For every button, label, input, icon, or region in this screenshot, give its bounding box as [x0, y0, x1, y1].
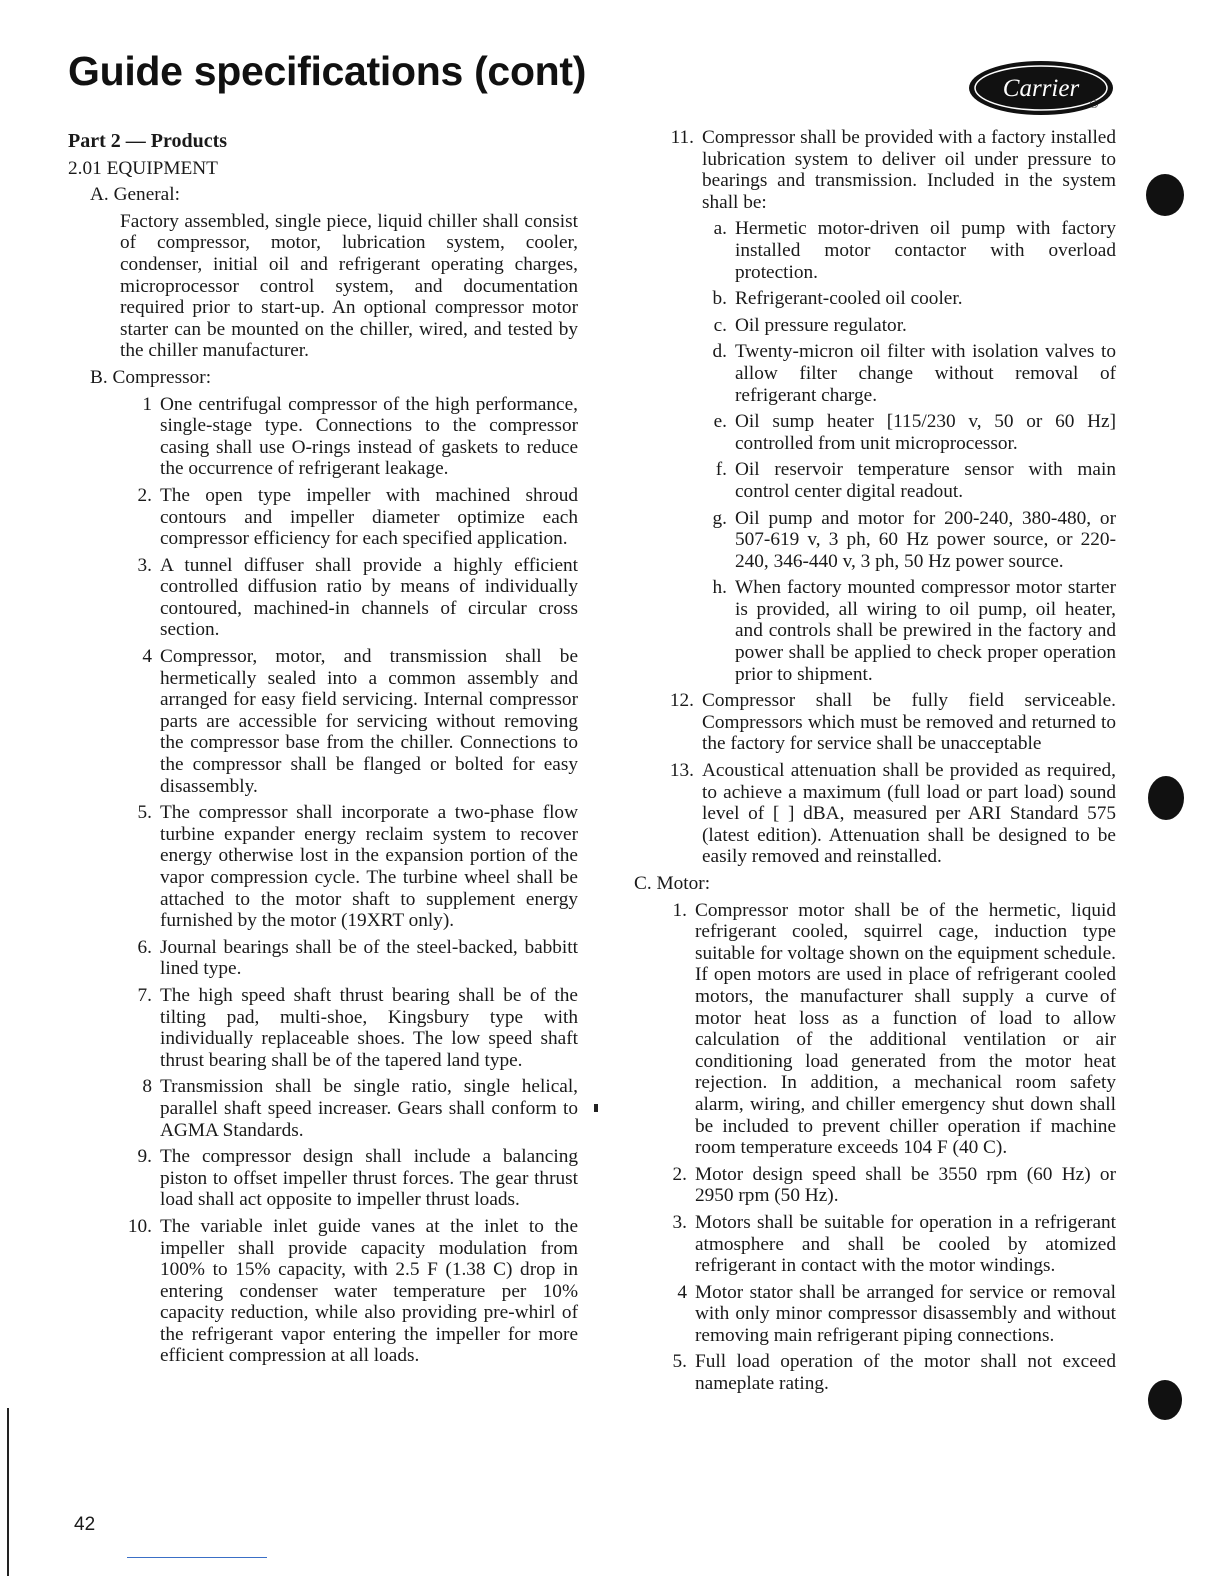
punch-hole [1148, 1380, 1182, 1420]
registered-mark: ® [1090, 99, 1099, 111]
subitem-letter: d. [712, 341, 727, 363]
subitem-text: Oil pressure regulator. [735, 314, 907, 336]
compressor-item [120, 646, 578, 797]
page-title: Guide specifications (cont) [68, 48, 587, 94]
item-text: Acoustical attenuation shall be provided as required, to achieve a maximum (full load or part load) sound level of [ ] dBA, measured per ARI Standard 575 (latest edition). Attenuation shall be designed to be easily removed and reinstalled. [702, 760, 1116, 868]
subitem-text: Refrigerant-cooled oil cooler. [735, 288, 963, 310]
subitem-letter: e. [713, 411, 727, 433]
subitem-text: Hermetic motor-driven oil pump with factory installed motor contactor with overload protection. [735, 218, 1116, 283]
item-number: 8 [142, 1076, 152, 1098]
subitem-letter: b. [712, 288, 727, 310]
item-number: 1 [142, 393, 152, 415]
item-number: 5. [137, 802, 152, 824]
motor-item [634, 900, 1116, 1159]
item-text: The compressor shall incorporate a two-phase flow turbine expander energy reclaim system to recover energy otherwise lost in the expansion portion of the vapor compression cycle. The turbine wheel shall be attached to the motor shaft to supplement energy furnished by the motor (19XRT only). [160, 802, 578, 932]
motor-item [634, 1164, 1116, 1207]
item-text: The high speed shaft thrust bearing shall be of the tilting pad, multi-shoe, Kingsbury type with individually replaceable shoes. The low speed shaft thrust bearing shall be of the tapered land type. [160, 984, 578, 1071]
item-text: Transmission shall be single ratio, single helical, parallel shaft speed increaser. Gears shall conform to AGMA Standards. [160, 1076, 578, 1141]
item-text: Journal bearings shall be of the steel-backed, babbitt lined type. [160, 936, 578, 980]
item-number: 9. [137, 1146, 152, 1168]
compressor-item [120, 1216, 578, 1367]
lubrication-subitem [694, 411, 1116, 454]
punch-hole [1146, 174, 1184, 216]
item-text: Compressor motor shall be of the hermetic, liquid refrigerant cooled, squirrel cage, induction type suitable for voltage shown on the equipment schedule. If open motors are used in place of refrigerant cooled motors, the manufacturer shall supply a curve of motor heat loss as a function of load to allow calculation of the additional ventilation or air conditioning load generated from the motor heat rejection. In addition, a mechanical room safety alarm, wiring, and chiller emergency shut down shall be included to prevent chiller operation if machine room temperature exceeds 104 F (40 C). [695, 899, 1116, 1159]
item-number: 12. [669, 690, 694, 712]
compressor-item [634, 760, 1116, 868]
scan-edge-line [7, 1408, 9, 1576]
compressor-heading: B. Compressor: [90, 366, 212, 388]
page-number: 42 [74, 1514, 96, 1535]
item-text: Compressor shall be fully field serviceable. Compressors which must be removed and returned to the factory for service shall be unacceptable [702, 690, 1116, 755]
right-column [634, 127, 1116, 1400]
compressor-item [120, 1076, 578, 1141]
item-text: The variable inlet guide vanes at the inlet to the impeller shall provide capacity modulation from 100% to 15% capacity, with 2.5 F (1.38 C) drop in entering condenser water temperature per 10% capacity reduction, while also providing pre-whirl of the refrigerant vapor entering the impeller for more efficient compression at all loads. [160, 1215, 578, 1367]
footer-rule [127, 1557, 267, 1558]
part-heading: Part 2 — Products [68, 130, 228, 152]
general-text: Factory assembled, single piece, liquid chiller shall consist of compressor, motor, lubrication system, cooler, condenser, initial oil and refrigerant operating charges, microprocessor control system, and documentation required prior to start-up. An optional compressor motor starter can be mounted on the chiller, wired, and tested by the chiller manufacturer. [120, 210, 578, 362]
item-text: Motor stator shall be arranged for service or removal with only minor compressor disassembly and without removing main refrigerant piping connections. [695, 1281, 1116, 1346]
subitem-text: Twenty-micron oil filter with isolation valves to allow filter change without removal of refrigerant charge. [735, 341, 1116, 406]
compressor-item [120, 485, 578, 550]
item-number: 3. [137, 554, 152, 576]
compressor-item [120, 555, 578, 641]
item-text: Motor design speed shall be 3550 rpm (60 Hz) or 2950 rpm (50 Hz). [695, 1163, 1116, 1207]
compressor-item [120, 937, 578, 980]
lubrication-subitem [694, 508, 1116, 573]
motor-heading: C. Motor: [634, 873, 711, 894]
subitem-text: Oil pump and motor for 200-240, 380-480, or 507-619 v, 3 ph, 60 Hz power source, or 220-240, 346-440 v, 3 ph, 50 Hz power source. [735, 507, 1116, 572]
item-number: 11. [670, 127, 694, 148]
item-text: Motors shall be suitable for operation in a refrigerant atmosphere and shall be cooled by atomized refrigerant in contact with the motor windings. [695, 1211, 1116, 1277]
subitem-text: Oil sump heater [115/230 v, 50 or 60 Hz] controlled from unit microprocessor. [735, 411, 1116, 454]
subitem-text: When factory mounted compressor motor starter is provided, all wiring to oil pump, oil heater, and controls shall be prewired in the factory and power shall be applied to check proper operation prior to shipment. [735, 577, 1116, 685]
subitem-letter: h. [712, 577, 727, 599]
item-text: The open type impeller with machined shroud contours and impeller diameter optimize each compressor efficiency for each specified application. [160, 484, 578, 550]
compressor-item [120, 394, 578, 480]
subitem-letter: c. [713, 314, 727, 336]
item-number: 3. [672, 1211, 687, 1233]
left-column [68, 131, 578, 1372]
item-number: 5. [672, 1351, 687, 1373]
compressor-item [634, 690, 1116, 755]
item-text: Compressor, motor, and transmission shall be hermetically sealed into a common assembly and arranged for easy field servicing. Internal compressor parts are accessible for servicing without removing the compressor base from the chiller. Connections to the compressor shall be flanged or bolted for easy disassembly. [160, 646, 578, 797]
general-heading: A. General: [90, 184, 180, 206]
item-number: 2. [672, 1163, 687, 1185]
item-text: A tunnel diffuser shall provide a highly efficient controlled diffusion ratio by means of individually contoured, machined-in channels of circular cross section. [160, 554, 578, 641]
lubrication-subitem [694, 577, 1116, 685]
motor-item [634, 1351, 1116, 1394]
subitem-text: Oil reservoir temperature sensor with main control center digital readout. [735, 459, 1116, 502]
item-number: 6. [137, 936, 152, 958]
item-number: 2. [137, 484, 152, 506]
lubrication-subitem [694, 288, 1116, 310]
item-text: Full load operation of the motor shall not exceed nameplate rating. [695, 1351, 1116, 1395]
punch-hole [1148, 776, 1184, 820]
compressor-item [634, 127, 1116, 213]
motor-item [634, 1282, 1116, 1347]
item-number: 4 [142, 646, 152, 668]
section-heading: 2.01 EQUIPMENT [68, 157, 218, 179]
lubrication-subitem [694, 459, 1116, 502]
logo-text: Carrier [1002, 75, 1080, 102]
lubrication-subitem [694, 315, 1116, 337]
motor-item [634, 1212, 1116, 1277]
subitem-letter: f. [715, 459, 727, 481]
compressor-item [120, 1146, 578, 1211]
subitem-letter: g. [712, 507, 727, 529]
item-number: 7. [137, 984, 152, 1006]
item-number: 13. [669, 760, 694, 782]
item-text: The compressor design shall include a balancing piston to offset impeller thrust forces. The gear thrust load shall act opposite to impeller thrust loads. [160, 1146, 578, 1211]
compressor-item [120, 985, 578, 1071]
item-number: 1. [672, 899, 687, 921]
item-number: 10. [127, 1215, 152, 1237]
scan-mark [594, 1104, 598, 1112]
lubrication-subitem [694, 341, 1116, 406]
item-text: Compressor shall be provided with a factory installed lubrication system to deliver oil under pressure to bearings and transmission. Included in the system shall be: [702, 127, 1116, 213]
item-number: 4 [677, 1281, 687, 1303]
compressor-item [120, 802, 578, 932]
lubrication-subitem [694, 218, 1116, 283]
item-text: One centrifugal compressor of the high performance, single-stage type. Connections to the compressor casing shall use O-rings instead of gaskets to reduce the occurrence of refrigerant leakage. [160, 393, 578, 480]
subitem-letter: a. [713, 218, 727, 240]
